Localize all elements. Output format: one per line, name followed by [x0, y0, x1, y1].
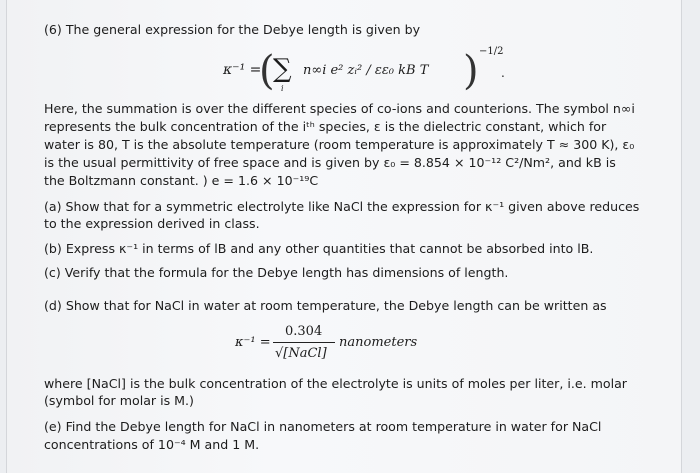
eq1-body: n∞i e² zᵢ² / εε₀ kB T	[303, 63, 429, 78]
eq1-sum: ∑	[273, 54, 292, 84]
eq1-right-paren: )	[463, 48, 479, 94]
part-e-line-2: concentrations of 10⁻⁴ M and 1 M.	[44, 437, 260, 452]
eq2-numerator: 0.304	[285, 324, 323, 339]
part-c: (c) Verify that the formula for the Debye length has dimensions of length.	[44, 265, 509, 280]
eq1-period: .	[501, 66, 505, 80]
part-b: (b) Express κ⁻¹ in terms of lB and any other quantities that cannot be absorbed into lB.	[44, 241, 594, 256]
eq1-lhs: κ⁻¹ =	[223, 62, 262, 78]
para-line-3: water is 80, T is the absolute temperature (room temperature is approximately T ≈ 300 K), ε₀	[44, 137, 635, 152]
eq2-denominator: √[NaCl]	[275, 346, 327, 361]
eq2-lhs: κ⁻¹ =	[235, 335, 271, 350]
para-line-1: Here, the summation is over the different species of co-ions and counterions. The symbol n∞i	[44, 101, 635, 116]
part-d: (d) Show that for NaCl in water at room temperature, the Debye length can be written as	[44, 298, 607, 313]
eq2-units: nanometers	[339, 335, 418, 350]
eq2-fraction-bar	[273, 342, 335, 343]
part-e-line-1: (e) Find the Debye length for NaCl in nanometers at room temperature in water for NaCl	[44, 419, 602, 434]
where-line-2: (symbol for molar is M.)	[44, 393, 194, 408]
question-heading: (6) The general expression for the Debye length is given by	[44, 22, 421, 37]
where-line-1: where [NaCl] is the bulk concentration of the electrolyte is units of moles per liter, i.e. molar	[44, 376, 627, 391]
para-line-2: represents the bulk concentration of the iᵗʰ species, ε is the dielectric constant, which for	[44, 119, 607, 134]
eq1-sum-index: i	[281, 84, 284, 93]
para-line-5: the Boltzmann constant. ) e = 1.6 × 10⁻¹⁹C	[44, 173, 319, 188]
part-a-line-2: to the expression derived in class.	[44, 216, 260, 231]
document-page	[6, 0, 682, 473]
para-line-4: is the usual permittivity of free space and is given by ε₀ = 8.854 × 10⁻¹² C²/Nm², and kB is	[44, 155, 616, 170]
eq1-exponent: −1/2	[479, 46, 504, 57]
part-a-line-1: (a) Show that for a symmetric electrolyte like NaCl the expression for κ⁻¹ given above reduces	[44, 199, 640, 214]
eq1-left-paren: (	[259, 48, 275, 94]
